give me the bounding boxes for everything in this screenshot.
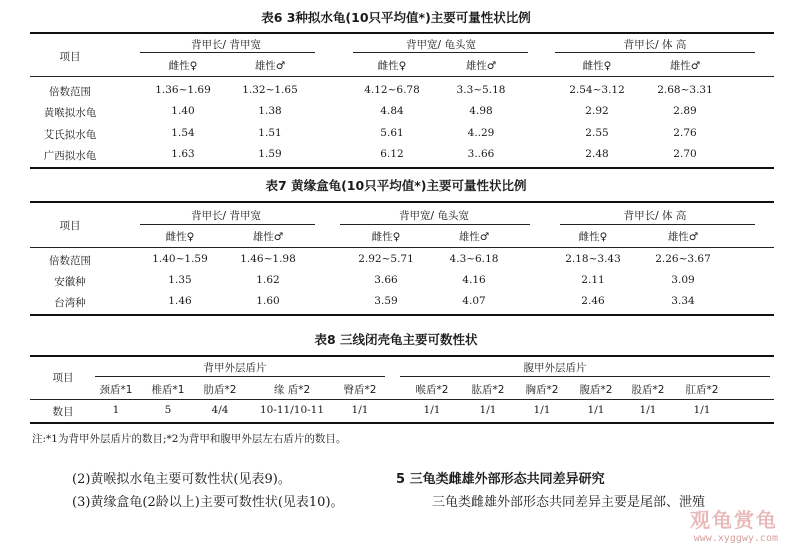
table8-col-4: 缘 盾*2: [273, 384, 311, 396]
table6-cell: 1.36~1.69: [155, 84, 211, 96]
table6-cell: 4.98: [469, 105, 493, 117]
table7-header-rule: [30, 247, 774, 248]
table6-group-rule-3: [555, 52, 755, 53]
table8-group-1: 背甲外层盾片: [203, 362, 267, 374]
table6-group-2: 背甲宽/ 龟头宽: [406, 39, 476, 51]
table8-col-3: 肋盾*2: [203, 384, 237, 396]
paragraph-body: 三龟类雌雄外部形态共同差异主要是尾部、泄殖: [432, 495, 706, 510]
table7-cell: 2.26~3.67: [655, 253, 711, 265]
table6-group-1: 背甲长/ 背甲宽: [191, 39, 261, 51]
table8-col-11: 肛盾*2: [685, 384, 719, 396]
table6-cell: 4..29: [467, 127, 495, 139]
table7-sex-1: 雌性♀: [165, 231, 195, 243]
table7-sex-6: 雄性♂: [667, 231, 699, 243]
table6-group-rule-2: [353, 52, 528, 53]
table7-cell: 2.46: [581, 295, 605, 307]
table6-cell: 2.55: [585, 127, 609, 139]
table8-row-label: 数目: [52, 406, 74, 418]
table6-cell: 1.38: [258, 105, 282, 117]
table6-title: 表6 3种拟水龟(10只平均值*)主要可量性状比例: [261, 10, 531, 25]
table6-cell: 3.3~5.18: [456, 84, 506, 96]
table6-item-header: 项目: [59, 51, 81, 63]
table6-row-label: 倍数范围: [49, 86, 91, 98]
table6-cell: 2.92: [585, 105, 609, 117]
table7-cell: 1.35: [168, 274, 192, 286]
table6-sex-5: 雌性♀: [582, 60, 612, 72]
table6-sex-3: 雌性♀: [377, 60, 407, 72]
table8-cell: 1/1: [423, 404, 441, 416]
table8-cell: 1/1: [479, 404, 497, 416]
table7-sex-4: 雄性♂: [458, 231, 490, 243]
table6-cell: 1.63: [171, 148, 195, 160]
table8-group-rule-2: [400, 376, 770, 377]
table7-top-rule: [30, 201, 774, 203]
table7-cell: 4.3~6.18: [449, 253, 499, 265]
table7-cell: 2.11: [581, 274, 605, 286]
table6-bottom-rule: [30, 167, 774, 169]
table7-group-rule-1: [140, 224, 315, 225]
table7-cell: 4.16: [462, 274, 486, 286]
table6-cell: 3..66: [467, 148, 495, 160]
table8-header-rule: [30, 399, 774, 400]
table6-sex-2: 雄性♂: [254, 60, 286, 72]
table6-cell: 6.12: [380, 148, 404, 160]
table8-col-7: 肱盾*2: [471, 384, 505, 396]
table7-group-rule-3: [560, 224, 755, 225]
table6-row-label: 艾氏拟水龟: [43, 129, 97, 141]
table7-group-1: 背甲长/ 背甲宽: [191, 210, 261, 222]
watermark: [690, 504, 778, 544]
table6-sex-6: 雄性♂: [669, 60, 701, 72]
table6-cell: 2.48: [585, 148, 609, 160]
table7-group-2: 背甲宽/ 龟头宽: [399, 210, 469, 222]
table8-col-9: 腹盾*2: [579, 384, 613, 396]
table6-cell: 4.12~6.78: [364, 84, 420, 96]
table8-col-5: 臀盾*2: [343, 384, 377, 396]
table8-bottom-rule: [30, 422, 774, 424]
table7-cell: 2.18~3.43: [565, 253, 621, 265]
section-heading: 5 三龟类雌雄外部形态共同差异研究: [396, 472, 605, 487]
table7-bottom-rule: [30, 314, 774, 316]
table7-cell: 1.62: [256, 274, 280, 286]
paragraph-item-2: (2)黄喉拟水龟主要可数性状(见表9)。: [72, 472, 291, 487]
table8-cell: 1/1: [351, 404, 369, 416]
table8-col-2: 椎盾*1: [151, 384, 185, 396]
table6-header-rule: [30, 76, 774, 77]
table6-cell: 4.84: [380, 105, 404, 117]
table6-group-rule-1: [140, 52, 315, 53]
table8-cell: 10-11/10-11: [259, 404, 325, 416]
table6-cell: 2.54~3.12: [569, 84, 625, 96]
table7-cell: 1.46: [168, 295, 192, 307]
table8-cell: 5: [164, 404, 172, 416]
table7-sex-5: 雌性♀: [578, 231, 608, 243]
table7-cell: 1.46~1.98: [240, 253, 296, 265]
watermark-url: www.xyggwy.com: [693, 533, 778, 544]
table7-row-label: 台湾种: [54, 297, 86, 309]
table7-cell: 3.66: [374, 274, 398, 286]
table8-cell: 1/1: [533, 404, 551, 416]
table8-col-8: 胸盾*2: [525, 384, 559, 396]
table8-group-rule-1: [95, 376, 385, 377]
table6-sex-4: 雄性♂: [465, 60, 497, 72]
table8-cell: 1/1: [639, 404, 657, 416]
table6-cell: 1.54: [171, 127, 195, 139]
table8-cell: 4/4: [211, 404, 229, 416]
table6-cell: 2.68~3.31: [657, 84, 713, 96]
table7-cell: 3.59: [374, 295, 398, 307]
watermark-brand: 观龟赏龟: [690, 508, 778, 532]
table8-title: 表8 三线闭壳龟主要可数性状: [314, 332, 478, 347]
table8-col-1: 颈盾*1: [99, 384, 133, 396]
table8-col-6: 喉盾*2: [415, 384, 449, 396]
table6-cell: 1.40: [171, 105, 195, 117]
table7-cell: 2.92~5.71: [358, 253, 414, 265]
table6-cell: 2.76: [673, 127, 697, 139]
paragraph-item-3: (3)黄缘盒龟(2龄以上)主要可数性状(见表10)。: [72, 495, 344, 510]
table7-cell: 4.07: [462, 295, 486, 307]
table7-group-3: 背甲长/ 体 高: [623, 210, 687, 222]
table6-sex-1: 雌性♀: [168, 60, 198, 72]
table8-group-2: 腹甲外层盾片: [523, 362, 587, 374]
table6-cell: 1.51: [258, 127, 282, 139]
table7-sex-2: 雄性♂: [252, 231, 284, 243]
table7-sex-3: 雌性♀: [371, 231, 401, 243]
table7-cell: 1.60: [256, 295, 280, 307]
table7-cell: 3.34: [671, 295, 695, 307]
table6-top-rule: [30, 32, 774, 34]
table7-cell: 1.40~1.59: [152, 253, 208, 265]
table6-cell: 1.59: [258, 148, 282, 160]
table8-top-rule: [30, 355, 774, 357]
table8-cell: 1/1: [693, 404, 711, 416]
table8-cell: 1: [112, 404, 120, 416]
table8-footnote: 注:*1为背甲外层盾片的数目;*2为背甲和腹甲外层左右盾片的数目。: [32, 433, 347, 445]
table6-group-3: 背甲长/ 体 高: [623, 39, 687, 51]
table7-row-label: 安徽种: [54, 276, 86, 288]
table6-row-label: 广西拟水龟: [43, 150, 97, 162]
table6-row-label: 黄喉拟水龟: [43, 107, 97, 119]
table6-cell: 1.32~1.65: [242, 84, 298, 96]
table6-cell: 2.70: [673, 148, 697, 160]
table7-cell: 3.09: [671, 274, 695, 286]
table7-title: 表7 黄缘盒龟(10只平均值*)主要可量性状比例: [265, 178, 527, 193]
table7-row-label: 倍数范围: [49, 255, 91, 267]
table6-cell: 5.61: [380, 127, 404, 139]
table7-item-header: 项目: [59, 220, 81, 232]
table7-group-rule-2: [340, 224, 530, 225]
table8-col-10: 股盾*2: [631, 384, 665, 396]
table6-cell: 2.89: [673, 105, 697, 117]
table8-item-header: 项目: [52, 372, 74, 384]
table8-cell: 1/1: [587, 404, 605, 416]
